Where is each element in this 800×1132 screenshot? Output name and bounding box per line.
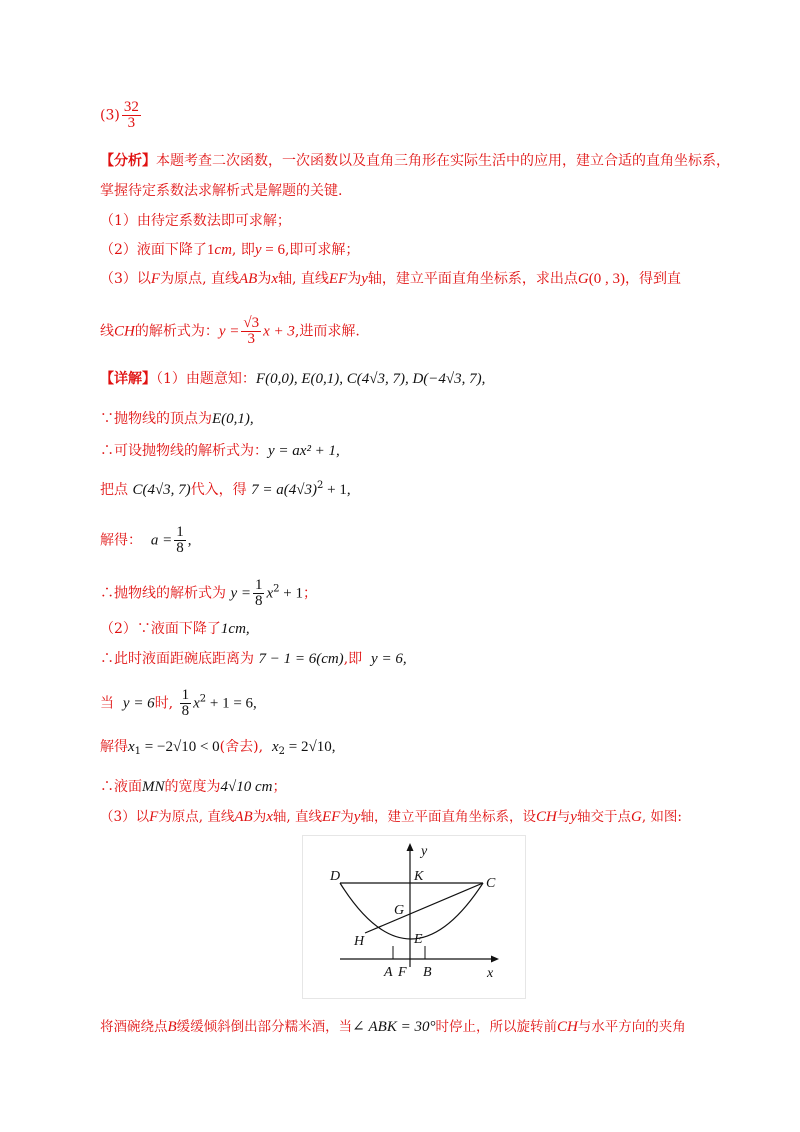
label-x: x: [487, 966, 494, 981]
t: (舍去),: [219, 739, 264, 755]
t: C(4√3, 7): [132, 482, 191, 498]
t: ∴可设抛物线的解析式为：: [100, 443, 268, 459]
analysis-line-1: [100, 152, 730, 170]
t: 为原点, 直线: [158, 809, 235, 825]
label-c: C: [486, 876, 496, 891]
t: 轴交于点: [576, 809, 631, 825]
bowl-diagram-svg: [302, 835, 526, 999]
t: 1: [254, 577, 263, 593]
t: 当: [100, 695, 114, 712]
t: = −2√10 < 0: [141, 739, 220, 755]
t: 解得：: [100, 532, 142, 549]
t: 7 = a(4√3): [251, 482, 317, 498]
t: a =: [150, 532, 173, 549]
t: F: [149, 809, 159, 825]
analysis-item-3-line-2: [100, 316, 360, 347]
t: ∵抛物线的顶点为: [100, 411, 212, 427]
t: y: [353, 809, 361, 825]
t: x + 3: [263, 323, 295, 340]
answer-num: 32: [123, 99, 139, 115]
t: 为: [340, 809, 354, 825]
t: G: [630, 809, 642, 825]
t: 8: [181, 703, 190, 719]
t: y = 6,: [371, 651, 407, 667]
t: 缓缓倾斜倒出部分糯米酒，当: [176, 1019, 353, 1035]
t: F(0,0), E(0,1), C(4√3, 7), D(−4√3, 7),: [255, 371, 486, 387]
detail-line-12: [100, 808, 682, 826]
fraction: [241, 316, 261, 347]
t: 时停止，所以旋转前: [435, 1019, 557, 1035]
t: + 1: [279, 585, 303, 602]
t: ,即可求解；: [284, 242, 360, 258]
label-d: D: [330, 869, 341, 884]
t: x: [266, 809, 273, 825]
t: 2: [273, 583, 280, 595]
t: y =: [218, 323, 240, 340]
t: 轴, 直线: [272, 809, 322, 825]
detail-line-7: [100, 620, 250, 638]
answer-fraction: [122, 100, 141, 131]
analysis-item-3: [100, 270, 681, 288]
detail-tag: 【详解】: [100, 371, 156, 387]
detail-line-6: [100, 578, 317, 609]
t: 为: [257, 271, 272, 287]
label-b: B: [423, 965, 432, 980]
t: 的解析式为：: [134, 323, 219, 340]
parabola: [340, 883, 483, 939]
t: ∠ ABK = 30°: [352, 1019, 436, 1035]
t: + 1 = 6,: [206, 695, 257, 712]
t: ,即: [343, 651, 363, 667]
t: 代入，得: [190, 482, 247, 498]
t: 解得: [100, 739, 128, 755]
line-ch: [365, 883, 483, 933]
t: CH: [556, 1019, 578, 1035]
part3-answer: [100, 100, 143, 131]
t: 2: [199, 693, 207, 705]
answer-den: 3: [127, 115, 136, 131]
t: EF: [321, 809, 341, 825]
label-y: y: [421, 844, 428, 859]
t: 与水平方向的夹角: [577, 1019, 686, 1035]
analysis-item-2: [100, 241, 359, 259]
t: 1: [181, 687, 190, 703]
t: MN: [142, 779, 165, 795]
label-h: H: [354, 934, 365, 949]
t: ；: [272, 779, 287, 795]
t: （2）∵液面下降了: [100, 621, 221, 637]
t: 为: [252, 809, 267, 825]
t: cm: [214, 242, 232, 258]
t: 2: [317, 480, 324, 491]
t: y = ax² + 1,: [268, 443, 340, 459]
detail-line-3: [100, 442, 340, 460]
t: 轴，建立平面直角坐标系，求出点: [367, 271, 578, 287]
detail-line-9: [100, 688, 257, 719]
t: + 1,: [323, 482, 351, 498]
t: , 如图:: [641, 809, 682, 825]
t: x: [128, 739, 135, 755]
t: y: [361, 271, 368, 287]
t: AB: [234, 809, 253, 825]
detail-line-1: [100, 370, 485, 388]
detail-line-11: [100, 778, 286, 796]
t: G: [577, 271, 589, 287]
x-axis-arrow: [491, 956, 499, 963]
t: = 2√10,: [285, 739, 336, 755]
t: B: [167, 1019, 177, 1035]
detail-line-4: [100, 481, 351, 499]
t: 1: [176, 524, 184, 540]
t: ∴抛物线的解析式为: [100, 585, 226, 602]
detail-line-5: [100, 525, 192, 556]
fraction: [253, 578, 265, 609]
t: (0 , 3): [588, 271, 625, 287]
detail-line-10: [100, 738, 335, 756]
t: F: [150, 271, 161, 287]
t: x: [271, 271, 278, 287]
analysis-item-1: [100, 212, 291, 230]
bowl-diagram: [302, 835, 526, 999]
t: y = 6: [122, 695, 155, 712]
t: CH: [535, 809, 557, 825]
t: 与: [556, 809, 571, 825]
t: （3）以: [100, 271, 151, 287]
t: y: [254, 242, 262, 258]
t: ,进而求解.: [294, 323, 360, 340]
analysis-text-2: 掌握待定系数法求解析式是解题的关键.: [100, 183, 343, 199]
t: y =: [230, 585, 251, 602]
t: 为: [347, 271, 362, 287]
detail-line-8: [100, 650, 407, 668]
t: CH: [114, 323, 135, 340]
t: ∴此时液面距碗底距离为: [100, 651, 254, 667]
t: 轴, 直线: [278, 271, 329, 287]
t: 1: [206, 242, 215, 258]
answer-prefix: (3): [100, 107, 120, 124]
t: E(0,1),: [212, 411, 254, 427]
detail-line-2: [100, 410, 254, 428]
t: √3: [243, 315, 260, 331]
label-a: A: [384, 965, 393, 980]
analysis-item-1-text: （1）由待定系数法即可求解；: [100, 213, 291, 229]
label-f: F: [398, 965, 407, 980]
t: ，得到直: [625, 271, 681, 287]
t: ∴液面: [100, 779, 142, 795]
t: x: [271, 739, 279, 755]
t: 3: [247, 331, 255, 347]
fraction: [180, 688, 192, 719]
analysis-tag: 【分析】: [100, 153, 156, 169]
t: ,: [187, 532, 192, 549]
t: （1）由题意知：: [156, 371, 256, 387]
y-axis-arrow: [407, 843, 414, 851]
t: = 6: [261, 242, 285, 258]
t: 为原点, 直线: [160, 271, 239, 287]
t: （2）液面下降了: [100, 242, 207, 258]
t: 1cm,: [220, 621, 250, 637]
t: AB: [239, 271, 258, 287]
t: 2: [278, 746, 285, 757]
t: ；: [303, 585, 317, 602]
t: 4√10 cm: [220, 779, 273, 795]
t: x: [193, 695, 200, 712]
t: 线: [100, 323, 114, 340]
t: 轴，建立平面直角坐标系，设: [360, 809, 536, 825]
t: y: [570, 809, 577, 825]
t: 把点: [100, 482, 128, 498]
t: 8: [176, 540, 184, 556]
analysis-text-1: 本题考查二次函数，一次函数以及直角三角形在实际生活中的应用，建立合适的直角坐标系，: [156, 153, 730, 169]
fraction: [174, 525, 186, 556]
t: , 即: [231, 242, 255, 258]
t: 将酒碗绕点: [100, 1019, 168, 1035]
analysis-line-2: [100, 182, 342, 200]
label-e: E: [414, 932, 423, 947]
t: 7 − 1 = 6(cm): [258, 651, 344, 667]
t: （3）以: [100, 809, 150, 825]
t: 8: [254, 593, 263, 609]
label-k: K: [414, 869, 424, 884]
t: 的宽度为: [164, 779, 221, 795]
label-g: G: [394, 903, 405, 918]
detail-line-13: [100, 1018, 686, 1036]
t: 1: [134, 746, 142, 757]
t: EF: [328, 271, 348, 287]
t: x: [266, 585, 274, 602]
t: 时,: [154, 695, 174, 712]
